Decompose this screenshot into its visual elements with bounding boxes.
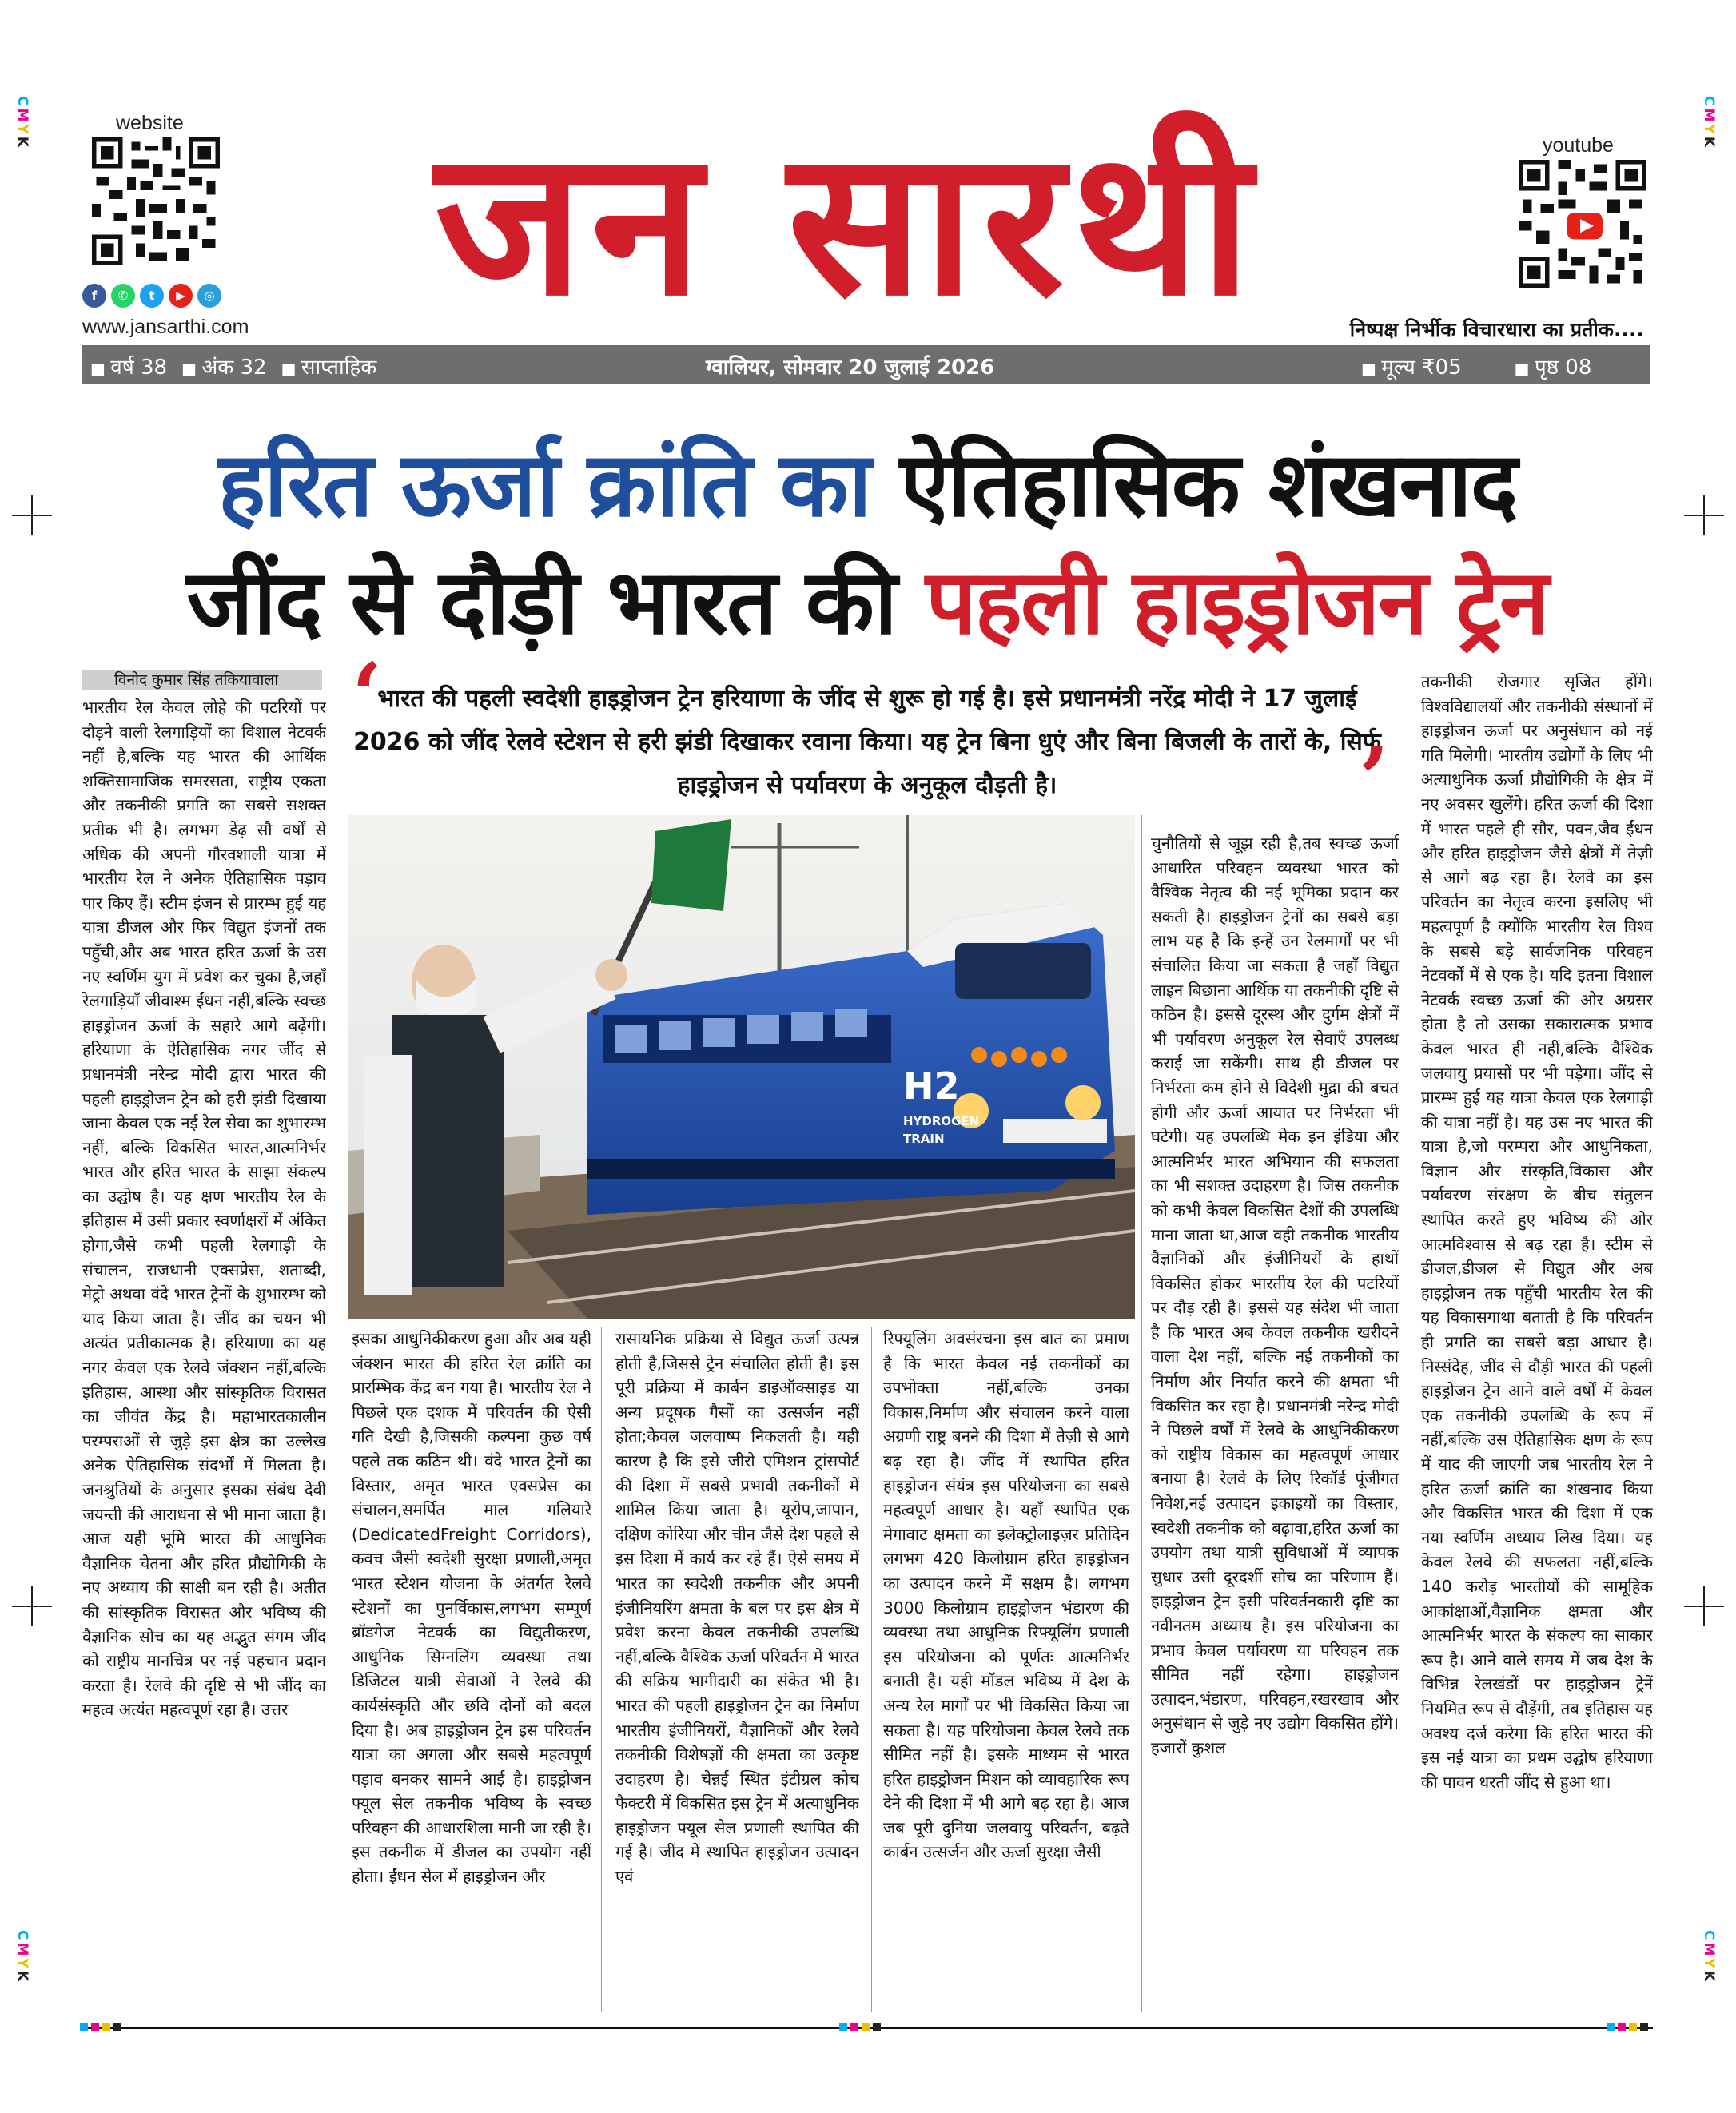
headline-line-2 [48,551,1686,655]
facebook-icon[interactable]: f [82,284,106,308]
color-bar-left [80,2023,121,2031]
youtube-qr-code[interactable] [1519,160,1646,288]
website-url[interactable]: www.jansarthi.com [82,316,249,338]
train-badge-text-2: TRAIN [903,1132,945,1146]
place-date: ग्वालियर, सोमवार 20 जुलाई 2026 [706,356,995,380]
article-column-6: तकनीकी रोजगार सृजित होंगे। विश्वविद्यालयों और तकनीकी संस्थानों में हाइड्रोजन ऊर्जा पर अनुसंधान को नई गति मिलेगी। भारतीय उद्योगों के लिए भी अत्याधुनिक ऊर्जा प्रौद्योगिकी के क्षेत्र में नए अवसर खुलेंगे। हरित ऊर्जा की दिशा में भारत पहले ही सौर, पवन,जैव ईंधन और हरित हाइड्रोजन जैसे क्षेत्रों में तेज़ी से आगे बढ़ रहा है। रेलवे का इस परिवर्तन का नेतृत्व करना इसलिए भी महत्वपूर्ण है क्योंकि भारतीय रेल विश्व के सबसे बड़े सार्वजनिक परिवहन नेटवर्कों में से एक है। यदि इतना विशाल नेटवर्क स्वच्छ ऊर्जा की ओर अग्रसर होता है तो उसका सकारात्मक प्रभाव केवल भारत ही नहीं,बल्कि वैश्विक जलवायु प्रयासों पर भी पड़ेगा। जींद से प्रारम्भ हुई यह यात्रा केवल एक रेलगाड़ी की यात्रा नहीं है। यह उस नए भारत की यात्रा है,जो परम्परा और आधुनिकता, विज्ञान और संस्कृति,विकास और पर्यावरण संरक्षण के बीच संतुलन स्थापित करते हुए भविष्य की ओर आत्मविश्वास से बढ़ रहा है। स्टीम से डीजल,डीजल से विद्युत और अब हाइड्रोजन तक पहुँची भारतीय रेल की यह विकासगाथा बताती है कि परिवर्तन ही प्रगति का सबसे बड़ा आधार है। निस्संदेह, जींद से दौड़ी भारत की पहली हाइड्रोजन ट्रेन आने वाले वर्षों में केवल एक तकनीकी उपलब्धि के रूप में नहीं,बल्कि उस ऐतिहासिक क्षण के रूप में याद की जाएगी जब भारतीय रेल ने हरित ऊर्जा क्रांति का शंखनाद किया और विकसित भारत की दिशा में एक नया स्वर्णिम अध्याय लिख दिया। यह केवल रेलवे की सफलता नहीं,बल्कि 140 करोड़ भारतीयों की सामूहिक आकांक्षाओं,वैज्ञानिक क्षमता और आत्मनिर्भर भारत के संकल्प का साकार रूप है। आने वाले समय में जब देश के विभिन्न रेलखंडों पर हाइड्रोजन ट्रेनें नियमित रूप से दौड़ेंगी, तब इतिहास यह अवश्य दर्ज करेगा कि हरित भारत की इस नई यात्रा का प्रथम उद्घोष हरियाणा की पावन धरती जींद से हुआ था। [1421,672,1653,1792]
headline-line-1 [48,433,1686,537]
train-badge-text-1: HYDROGEN [903,1114,980,1128]
whatsapp-icon[interactable]: ✆ [111,284,135,308]
tagline: निष्पक्ष निर्भीक विचारधारा का प्रतीक.... [1349,318,1644,341]
train-badge-h2: H2 [903,1064,960,1108]
article-column-1: भारतीय रेल केवल लोहे की पटरियों पर दौड़ने वाली रेलगाड़ियों का विशाल नेटवर्क नहीं है,बल्कि यह भारत की आर्थिक शक्तिसामाजिक समरसता, राष्ट्रीय एकता और तकनीकी प्रगति का सबसे सशक्त प्रतीक भी है। लगभग डेढ़ सौ वर्षों से अधिक की अपनी गौरवशाली यात्रा में भारतीय रेल ने अनेक ऐतिहासिक पड़ाव पार किए हैं। स्टीम इंजन से प्रारम्भ हुई यह यात्रा डीजल और फिर विद्युत इंजनों तक पहुँची,और अब भारत हरित ऊर्जा के उस नए स्वर्णिम युग में प्रवेश कर चुका है,जहाँ रेलगाड़ियाँ जीवाश्म ईंधन नहीं,बल्कि स्वच्छ हाइड्रोजन ऊर्जा के सहारे आगे बढ़ेंगी। हरियाणा के ऐतिहासिक नगर जींद से प्रधानमंत्री नरेन्द्र मोदी द्वारा भारत की पहली हाइड्रोजन ट्रेन को हरी झंडी दिखाया जाना केवल एक नई रेल सेवा का शुभारम्भ नहीं, बल्कि विकसित भारत,आत्मनिर्भर भारत और हरित भारत के साझा संकल्प का उद्घोष है। यह क्षण भारतीय रेल के इतिहास में उसी प्रकार स्वर्णाक्षरों में अंकित होगा,जैसे कभी पहली रेलगाड़ी के संचालन, राजधानी एक्सप्रेस, शताब्दी, मेट्रो अथवा वंदे भारत ट्रेनों के शुभारम्भ को याद किया जाता है। जींद का चयन भी अत्यंत प्रतीकात्मक है। हरियाणा का यह नगर केवल एक रेलवे जंक्शन नहीं,बल्कि इतिहास, आस्था और सांस्कृतिक विरासत का जीवंत केंद्र है। महाभारतकालीन परम्पराओं से जुड़े इस क्षेत्र का उल्लेख अनेक ऐतिहासिक संदर्भों में मिलता है। जनश्रुतियों के अनुसार इसका संबंध देवी जयन्ती की आराधना से भी माना जाता है। आज यही भूमि भारत की आधुनिक वैज्ञानिक चेतना और हरित प्रौद्योगिकी के नए अध्याय की साक्षी बन रही है। अतीत की सांस्कृतिक विरासत और भविष्य की वैज्ञानिक सोच का यह अद्भुत संगम जींद को राष्ट्रीय मानचित्र पर नई पहचान प्रदान करता है। रेलवे की दृष्टि से भी जींद का महत्व अत्यंत महत्वपूर्ण रहा है। उत्तर [82,698,326,1720]
column-rule [871,1327,872,2012]
youtube-label: youtube [1543,134,1614,157]
issue-info-strip [82,345,1650,384]
open-quote-mark: ‘ [352,643,383,746]
registration-cross [12,1586,52,1626]
issue-pages: ■ पृष्ठ 08 [1515,352,1592,380]
headline-part-black: ऐतिहासिक शंखनाद [899,433,1517,537]
color-bar-right [1607,2023,1648,2031]
headline-part-red: पहली हाइड्रोजन ट्रेन [925,551,1548,655]
cmyk-mark-top-left: CMYK [14,96,30,149]
cmyk-mark-bottom-right: CMYK [1701,1930,1717,1984]
article-column-3: रासायनिक प्रक्रिया से विद्युत ऊर्जा उत्पन्न होती है,जिससे ट्रेन संचालित होती है। इस पूरी प्रक्रिया में कार्बन डाइऑक्साइड या अन्य प्रदूषक गैसों का उत्सर्जन नहीं होता;केवल जलवाष्प निकलती है। यही कारण है कि इसे जीरो एमिशन ट्रांसपोर्ट की दिशा में सबसे प्रभावी तकनीकों में शामिल किया जाता है। यूरोप,जापान, दक्षिण कोरिया और चीन जैसे देश पहले से इस दिशा में कार्य कर रहे हैं। ऐसे समय में भारत का स्वदेशी तकनीक और अपनी इंजीनियरिंग क्षमता के बल पर इस क्षेत्र में प्रवेश करना केवल तकनीकी उपलब्धि नहीं,बल्कि वैश्विक ऊर्जा परिवर्तन में भारत की सक्रिय भागीदारी का संकेत भी है। भारत की पहली हाइड्रोजन ट्रेन का निर्माण भारतीय इंजीनियरों, वैज्ञानिकों और रेलवे तकनीकी विशेषज्ञों की क्षमता का उत्कृष्ट उदाहरण है। चेन्नई स्थित इंटीग्रल कोच फैक्टरी में विकसित इस ट्रेन में अत्याधुनिक हाइड्रोजन फ्यूल सेल प्रणाली स्थापित की गई है। जींद में स्थापित हाइड्रोजन उत्पादन एवं [615,1329,859,1887]
youtube-icon[interactable]: ▶ [169,284,193,308]
cmyk-mark-bottom-left: CMYK [14,1930,30,1984]
hydrogen-train-photo [348,815,1135,1319]
social-icons [82,284,221,308]
article-column-5: चुनौतियों से जूझ रही है,तब स्वच्छ ऊर्जा आधारित परिवहन व्यवस्था भारत को वैश्विक नेतृत्व की नई भूमिका प्रदान कर सकती है। हाइड्रोजन ट्रेनों का सबसे बड़ा लाभ यह है कि इन्हें उन रेलमार्गों पर भी संचालित किया जा सकता है जहाँ विद्युत लाइन बिछाना आर्थिक या तकनीकी दृष्टि से कठिन है। इससे दूरस्थ और दुर्गम क्षेत्रों में भी पर्यावरण अनुकूल रेल सेवाएँ उपलब्ध कराई जा सकेंगी। साथ ही डीजल पर निर्भरता कम होने से विदेशी मुद्रा की बचत होगी और ऊर्जा आयात पर निर्भरता भी घटेगी। यह उपलब्धि मेक इन इंडिया और आत्मनिर्भर भारत अभियान की सफलता का भी सशक्त उदाहरण है। जिस तकनीक को कभी केवल विकसित देशों की उपलब्धि माना जाता था,आज वही तकनीक भारतीय वैज्ञानिकों और इंजीनियरों के हाथों विकसित होकर भारतीय रेल की पटरियों पर दौड़ रही है। इससे यह संदेश भी जाता है कि भारत अब केवल तकनीक खरीदने वाला देश नहीं, बल्कि नई तकनीकों का निर्माण और निर्यात करने की क्षमता भी विकसित कर रहा है। प्रधानमंत्री नरेन्द्र मोदी ने पिछले वर्षों में रेलवे के आधुनिकीकरण को राष्ट्रीय विकास का महत्वपूर्ण आधार बनाया है। रेलवे के लिए रिकॉर्ड पूंजीगत निवेश,नई उत्पादन इकाइयों का विस्तार, स्वदेशी तकनीक को बढ़ावा,हरित ऊर्जा का उपयोग तथा यात्री सुविधाओं में व्यापक सुधार उसी दूरदर्शी सोच का परिणाम हैं। हाइड्रोजन ट्रेन इसी परिवर्तनकारी दृष्टि का नवीनतम अध्याय है। इस परियोजना का प्रभाव केवल पर्यावरण या परिवहन तक सीमित नहीं रहेगा। हाइड्रोजन उत्पादन,भंडारण, परिवहन,रखरखाव और अनुसंधान से जुड़े नए उद्योग विकसित होंगे। हजारों कुशल [1151,834,1399,1757]
headline-part-black: जींद से दौड़ी भारत की [186,551,896,655]
registration-cross [1684,495,1724,535]
close-quote-mark: ’ [1359,727,1390,830]
column-rule [1141,815,1142,2012]
web-icon[interactable]: ◎ [197,284,221,308]
twitter-icon[interactable]: t [140,284,164,308]
headline-part-blue: हरित ऊर्जा क्रांति का [217,433,870,537]
pull-quote: भारत की पहली स्वदेशी हाइड्रोजन ट्रेन हरियाणा के जींद से शुरू हो गई है। इसे प्रधानमंत्री नरेंद्र मोदी ने 17 जुलाई 2026 को जींद रेलवे स्टेशन से हरी झंडी दिखाकर रवाना किया। यह ट्रेन बिना धुएं और बिना बिजली के तारों के, सिर्फ हाइड्रोजन से पर्यावरण के अनुकूल दौड़ती है। [353,685,1381,799]
registration-cross [1684,1586,1724,1626]
issue-number: ■ अंक 32 [181,352,266,380]
issue-price: ■ मूल्य ₹05 [1361,352,1462,380]
registration-cross [12,495,52,535]
issue-frequency: ■ साप्ताहिक [281,352,377,380]
color-bar-center [839,2023,881,2031]
website-qr-code[interactable] [92,137,220,265]
masthead-title: जन सारथी [435,107,1260,340]
cmyk-mark-top-right: CMYK [1701,96,1717,149]
article-column-4: रिफ्यूलिंग अवसंरचना इस बात का प्रमाण है कि भारत केवल नई तकनीकों का उपभोक्ता नहीं,बल्कि उनका विकास,निर्माण और संचालन करने वाला अग्रणी राष्ट्र बनने की दिशा में तेज़ी से आगे बढ़ रहा है। जींद में स्थापित हरित हाइड्रोजन संयंत्र इस परियोजना का सबसे महत्वपूर्ण आधार है। यहाँ स्थापित एक मेगावाट क्षमता का इलेक्ट्रोलाइज़र प्रतिदिन लगभग 420 किलोग्राम हरित हाइड्रोजन का उत्पादन करने में सक्षम है। लगभग 3000 किलोग्राम हाइड्रोजन भंडारण की व्यवस्था तथा आधुनिक रिफ्यूलिंग प्रणाली इस परियोजना को पूर्णतः आत्मनिर्भर बनाती है। यही मॉडल भविष्य में देश के अन्य रेल मार्गों पर भी विकसित किया जा सकता है। यह परियोजना केवल रेलवे तक सीमित नहीं है। इसके माध्यम से भारत हरित हाइड्रोजन मिशन को व्यावहारिक रूप देने की दिशा में भी आगे बढ़ रहा है। आज जब पूरी दुनिया जलवायु परिवर्तन, बढ़ते कार्बन उत्सर्जन और ऊर्जा सुरक्षा जैसी [883,1329,1129,1862]
issue-year: ■ वर्ष 38 [90,352,167,380]
website-label: website [116,112,184,134]
column-rule [601,1327,602,2012]
author-byline: विनोद कुमार सिंह तकियावाला [82,670,322,690]
article-column-2: इसका आधुनिकीकरण हुआ और अब यही जंक्शन भारत की हरित रेल क्रांति का प्रारम्भिक केंद्र बन गया है। भारतीय रेल ने पिछले एक दशक में परिवर्तन की ऐसी गति देखी है,जिसकी कल्पना कुछ वर्ष पहले तक कठिन थी। वंदे भारत ट्रेनों का विस्तार, अमृत भारत एक्सप्रेस का संचालन,समर्पित माल गलियारे (DedicatedFreight Corridors), कवच जैसी स्वदेशी सुरक्षा प्रणाली,अमृत भारत स्टेशन योजना के अंतर्गत रेलवे स्टेशनों का पुनर्विकास,लगभग सम्पूर्ण ब्रॉडगेज नेटवर्क का विद्युतीकरण, आधुनिक सिग्नलिंग व्यवस्था तथा डिजिटल यात्री सेवाओं ने रेलवे की कार्यसंस्कृति और छवि दोनों को बदल दिया है। अब हाइड्रोजन ट्रेन इस परिवर्तन यात्रा का अगला और सबसे महत्वपूर्ण पड़ाव बनकर सामने आई है। हाइड्रोजन फ्यूल सेल तकनीक भविष्य के स्वच्छ परिवहन की आधारशिला मानी जा रही है। इस तकनीक में डीजल का उपयोग नहीं होता। ईंधन सेल में हाइड्रोजन और [352,1329,591,1887]
